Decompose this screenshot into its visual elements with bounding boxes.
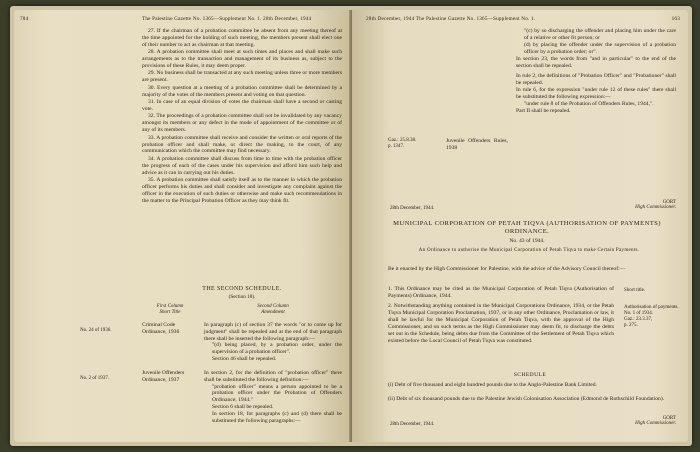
ordinance-heading: MUNICIPAL CORPORATION OF PETAH TIQVA (AUTHORISATION OF PAYMENTS) ORDINANCE.	[393, 220, 661, 235]
row2-short-title: Juvenile Offenders Ordinance, 1937	[142, 370, 185, 383]
schedule-title: THE SECOND SCHEDULE.	[202, 286, 282, 292]
signatory-name-2: GORT	[662, 416, 676, 421]
rule-31: 31. In case of an equal division of votes the chairman shall have a second or casting vote.	[142, 99, 342, 112]
section-2: 2. Notwithstanding anything contained in the Municipal Corporations Ordinance, 1934, or the Petah Tiqva Municipal Corporation Proclamation, 1937, or in any other Ordinance, Proclamation or law, it shall be lawful for the Municipal Corporation of Petah Tiqva, with the approval of the High Commissioner, and on such terms as the High Commissioner may deem fit, to discharge the debts set out in the Schedule, being debts due from the Committee of the Settlement of Petah Tiqva which existed before the Local Council of Petah Tiqva was constituted.	[388, 303, 614, 344]
left-running-head: The Palestine Gazette No. 1365—Supplement No. 1. 28th December, 1944	[142, 16, 312, 22]
rule-27: 27. If the chairman of a probation committee be absent from any meeting thereof at the time appointed for the holding of such meeting, the members present shall elect one of their number to act as chairman at that meeting.	[142, 28, 342, 48]
rule-35: 35. A probation committee shall satisfy itself as to the manner in which the probation officer performs his duties and shall consider and investigate any complaint against the officer in the execution of such duties or otherwise and make such recommendations in the matter to the Principal Probation Officer as they may think fit.	[142, 177, 342, 204]
rule-32: 32. The proceedings of a probation committee shall not be invalidated by any vacancy amongst its members or any defect in the mode of appointment of the committee or of any of its members.	[142, 113, 342, 134]
right-page-number: 163	[671, 16, 680, 22]
signatory-name-1: GORT	[662, 200, 676, 205]
rule-30: 30. Every question at a meeting of a probation committee shall be determined by a majority of the votes of the members present and voting on that question.	[142, 84, 342, 98]
left-page	[14, 10, 351, 442]
schedule-item-1: (i) Debt of five thousand and eight hundred pounds due to the Anglo-Palestine Bank Limited.	[388, 382, 597, 388]
enacting-clause: Be it enacted by the High Commissioner for Palestine, with the advice of the Advisory Council thereof:—	[388, 266, 626, 272]
gazette-margin-note: Gaz.: 25.8.38. p. 1347.	[388, 138, 417, 149]
schedule-item-2: (ii) Debt of six thousand pounds due to the Palestine Jewish Colonisation Association (Edmond de Rothschild Foundation).	[388, 396, 665, 402]
row2-amend-text: In section 2, for the definition of "probation officer" there shall be substituted the following definition:—	[204, 370, 342, 383]
schedule-heading: SCHEDULE	[513, 372, 547, 378]
rule-34: 34. A probation committee shall discuss from time to time with the probation officer the progress of each of the cases under his supervision and afford him such help and advice as it can in carrying out his duties.	[142, 155, 342, 176]
left-page-number: 784	[20, 16, 29, 22]
open-book	[10, 6, 692, 446]
row2-amendment	[204, 370, 342, 424]
right-page	[352, 10, 688, 442]
date-line-1: 28th December, 1944.	[390, 206, 435, 211]
first-column-heading: First Column Short Title	[156, 304, 184, 315]
second-column-heading: Second Column Amendment	[257, 304, 289, 315]
rule-28: 28. A probation committee shall meet at such times and places and shall make such arrangements as to the transaction and management of its business as, subject to the provisions of these Rules, it may deem proper.	[142, 49, 342, 70]
signatory-role-2: High Commissioner.	[635, 421, 676, 426]
schedule-section: (Section 18).	[228, 294, 256, 300]
ordinance-long-title: An Ordinance to authorise the Municipal Corporation of Petah Tiqva to make Certain Payments.	[418, 248, 640, 253]
amend-section-23: In section 23, the words from "and in particular" to the end of the section shall be repealed.	[516, 55, 676, 69]
row2-amend-sub: In section 18, for paragraphs (c) and (d) there shall be substituted the following paragraphs:—	[212, 410, 342, 424]
amend-rule-2: In rule 2, the definitions of "Probation Officer" and "Probationer" shall be repealed.	[516, 73, 676, 87]
row2-amend-quote: "probation officer" means a person appointed to be a probation officer under the Probation of Offenders Ordinance, 1944."	[212, 383, 342, 404]
row1-amend-quote: "(d) being placed, by a probation order, under the supervision of a probation officer".	[212, 342, 342, 356]
row1-amend-text: In paragraph (c) of section 37 the words "or to come up for judgment" shall be repealed and at the end of that paragraph there shall be inserted the following paragraph:—	[204, 322, 342, 342]
rule-33: 33. A probation committee shall receive and consider the written or oral reports of the probation officer and shall make, or direct the making, to the court, of any communication which the committee may find necessary.	[142, 134, 342, 155]
amend-rule-6: In rule 6, for the expression "under rule 12 of these rules" there shall be substituted the following expression:—	[516, 87, 676, 101]
amend-line-d: (d) by placing the offender under the supervision of a probation officer by a probation order; or".	[524, 41, 676, 55]
section-1-margin: Short title.	[624, 288, 646, 293]
section-1: 1. This Ordinance may be cited as the Municipal Corporation of Petah Tiqva (Authorisation of Payments) Ordinance, 1944.	[388, 286, 614, 299]
right-running-head: 28th December, 1944 The Palestine Gazette No. 1365—Supplement No. 1.	[366, 16, 536, 22]
row1-margin-note: No. 24 of 1936.	[80, 328, 112, 333]
row2-margin-note: No. 2 of 1937.	[80, 376, 110, 381]
amend-part-2: Part II shall be repealed.	[516, 107, 571, 114]
signatory-role-1: High Commissioner.	[635, 205, 676, 210]
left-rules-text	[142, 28, 342, 205]
row1-amend-repeal: Section 46 shall be repealed.	[212, 355, 277, 362]
rule-29: 29. No business shall be transacted at any such meeting unless three or more members are present.	[142, 70, 342, 84]
row2-amend-repeal: Section 6 shall be repealed.	[212, 403, 274, 410]
row1-amendment	[204, 322, 342, 363]
amend-rule-8: "under rule 8 of the Probation of Offenders Rules, 1944,".	[524, 101, 654, 108]
signature-2	[635, 416, 676, 426]
row1-short-title: Criminal Code Ordinance, 1936	[142, 322, 180, 335]
right-top-amendments	[516, 28, 676, 115]
section-2-margin: Authorisation of payments. No. 1 of 1934. Gaz.: 23.3.37, p. 275.	[624, 305, 679, 328]
date-line-2: 28th December, 1944.	[390, 422, 435, 427]
ordinance-number: No. 43 of 1944.	[509, 238, 545, 244]
amend-line-c: "(c) by so discharging the offender and placing him under the care of a relative or other fit person; or	[524, 28, 676, 41]
juvenile-rules-title: Juvenile Offenders Rules, 1938	[446, 138, 508, 151]
signature-1	[635, 200, 676, 210]
